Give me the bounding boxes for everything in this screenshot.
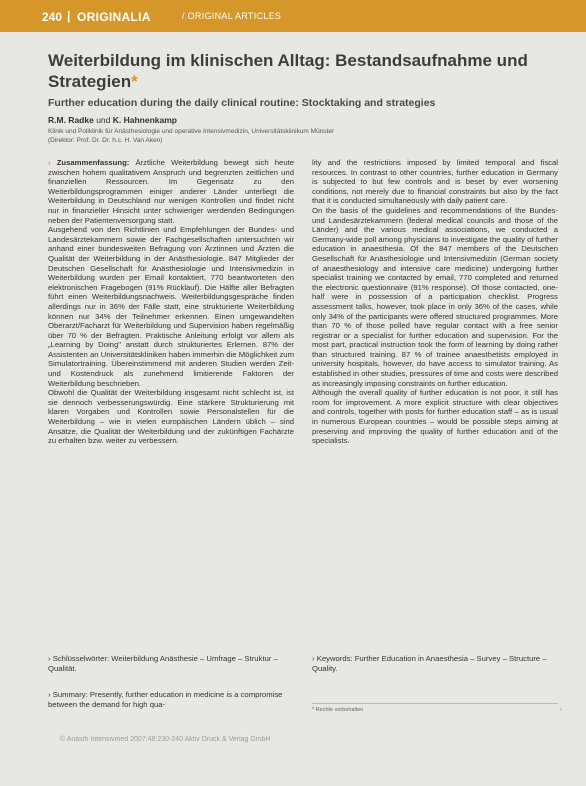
affiliation-line-1: Klinik und Poliklinik für Anästhesiologie und operative Intensivmedizin, Universitätsklinikum Münster	[48, 128, 335, 135]
abstract-german-p1	[48, 158, 294, 225]
abstract-english-column	[312, 158, 558, 446]
abstract-german-p2: Ausgehend von den Richtlinien und Empfehlungen der Bundes- und Landesärztekammern sowie der Fachgesellschaften untersuchten wir anhand einer bundesweiten Befragung von Ärztinnen und Ärzten die Qualität der Weiterbildung in der Anästhesiologie. 847 Mitglieder der Deutschen Gesellschaft für Anästhesiologie und Intensivmedizin in Weiterbildung wurden per Email kontaktiert, 770 beantworteten den elektronischen Fragebogen (91% Rücklauf). Die Hälfte aller Befragten führt einen Weiterbildungsnachweis. Weiterbildungsgespräche finden allerdings nur in 36% der Fälle statt, eine strukturierte Weiterbildung können nur 34% der Teilnehmer erkennen. Einen umgewandelten Oberarzt/Facharzt für Weiterbildung und Supervision haben regelmäßig über 70 % der Befragten. Praktische Anleitung erfolgt vor allem als „Learning by Doing" anstatt durch strukturiertes Erlernen. 87% der Assistenten an Universitätskliniken haben immerhin die Möglichkeit zum Simulatortraining. Übereinstimmend mit anderen Studien werden Zeit- und Kostendruck als zunehmend limitierende Faktoren der Weiterbildung beschrieben.	[48, 225, 294, 388]
arrow-marker-icon: ›	[312, 654, 315, 663]
abstract-english-p3: Although the overall quality of further education is not poor, it still has room for improvement. A more explicit structure with clear objectives and controls, together with posts for further education staff – as is usual in numerous European countries – would be possible steps aiming at preserving and improving the quality of further education and of the specialists.	[312, 388, 558, 446]
author-conjunction: und	[96, 115, 111, 125]
footnote-divider	[312, 703, 558, 704]
footnote: * Rechte vorbehalten	[312, 707, 364, 713]
keywords-german	[48, 654, 294, 673]
summary-text: Presently, further education in medicine is a compromise between the demand for high qua-	[48, 690, 283, 709]
article-subtitle: Further education during the daily clinical routine: Stocktaking and strategies	[48, 97, 436, 109]
keywords-english-label: Keywords:	[316, 654, 353, 663]
arrow-marker-icon: ›	[48, 690, 51, 699]
author-line	[48, 115, 177, 125]
summary-label: Summary:	[52, 690, 88, 699]
abstract-english-p1: lity and the restrictions imposed by limited temporal and fiscal resources. In contrast to other countries, further education in Germany is subjected to but few controls and is beset by ever worsening conditions, not merely due to financial constraints but also by the fact that it is conducted simultaneously with daily patient care.	[312, 158, 558, 206]
title-footnote-marker: *	[131, 72, 138, 91]
abstract-german-p1-text: Ärztliche Weiterbildung bewegt sich heute zwischen hohem qualitativem Anspruch und begrenzten zeitlichen und finanziellen Ressourcen. Im Gegensatz zu den Weiterbildungsprogrammen einiger anderer Länder unterliegt die Weiterbildung in Deutschland nur wenigen Kontrollen und findet nicht nur in finanzieller Hinsicht unter schwieriger werdenden Bedingungen neben der Patientenversorgung statt.	[48, 158, 295, 225]
article-title	[48, 50, 548, 92]
author-1: R.M. Radke	[48, 115, 94, 125]
keywords-english-text: Further Education in Anaesthesia – Survey – Structure – Quality.	[312, 654, 547, 673]
arrow-marker-icon: ›	[48, 654, 51, 663]
keywords-english	[312, 654, 558, 673]
keywords-german-label: Schlüsselwörter:	[52, 654, 110, 663]
keywords-german-text: Weiterbildung Anästhesie – Umfrage – Struktur – Qualität.	[48, 654, 278, 673]
abstract-german-column	[48, 158, 294, 446]
section-name: ORIGINALIA	[77, 10, 151, 24]
affiliation-line-2: (Direktor: Prof. Dr. Dr. h.c. H. Van Aken)	[48, 137, 163, 144]
summary-english	[48, 690, 294, 709]
abstract-english-p2: On the basis of the guidelines and recommendations of the Bundes- und Landesärztekammern (federal medical councils and those of the Länder) and the various medical associations, we conducted a Germany-wide poll among physicians to investigate the quality of further education in anaesthesia. Of the 847 members of the Deutschen Gesellschaft für Anästhesiologie und Intensivmedizin (German society of anaesthesiology and intensive care medicine) undergoing further specialist training we contacted by email, 770 completed and returned the electronic questionnaire (91% response). Of those contacted, one-half were in possession of a participation checklist. Progress assessment talks, however, took place in only 36% of the cases, while only 34% of the participants were offered structured programmes. More than 70 % of those polled have regular contact with a free senior registrar or a specialist for further education and supervision. For the most part, practical instruction took the form of learning by doing rather than structured training. 87 % of trainee anaesthetists employed in university hospitals, however, do have access to simulator training. As established in other studies, pressures of time and costs were described as increasingly imposing constraints on further education.	[312, 205, 558, 388]
page-footer: © Anästh Intensivmed 2007;48:230-240 Aktiv Druck & Verlag GmbH	[60, 736, 271, 743]
arrow-marker-icon: ›	[48, 158, 51, 167]
footnote-marker: ›	[560, 707, 562, 713]
header-separator: |	[67, 9, 71, 23]
running-header	[0, 0, 586, 32]
abstract-german-p3: Obwohl die Qualität der Weiterbildung insgesamt nicht schlecht ist, ist sie dennoch verbesserungswürdig. Eine stärkere Strukturierung mit klaren Vorgaben und Kontrollen sowie Personalstellen für die Weiterbildung – wie in vielen europäischen Ländern üblich – sind Ansätze, die Qualität der Weiterbildung und der zukünftigen Fachärzte zu erhalten bzw. weiter zu verbessern.	[48, 388, 294, 446]
article-title-text: Weiterbildung im klinischen Alltag: Bestandsaufnahme und Strategien	[48, 51, 528, 91]
page-number: 240	[42, 10, 63, 24]
affiliation	[48, 127, 568, 145]
section-subtitle: / ORIGINAL ARTICLES	[182, 11, 282, 21]
zusammenfassung-label: Zusammenfassung:	[56, 158, 130, 167]
author-2: K. Hahnenkamp	[112, 115, 178, 125]
